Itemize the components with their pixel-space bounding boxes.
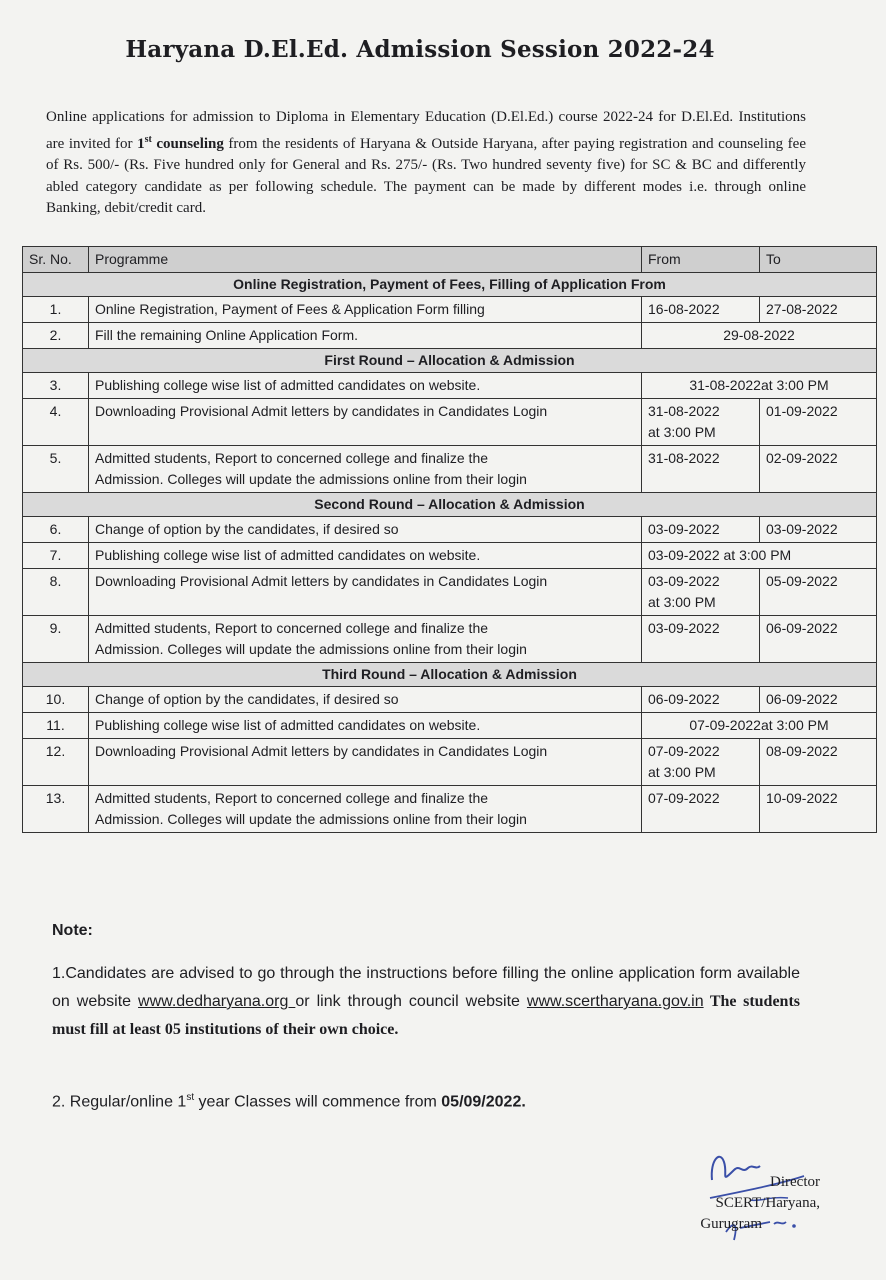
- page-title: Haryana D.El.Ed. Admission Session 2022-24: [125, 36, 715, 63]
- header-programme: Programme: [89, 247, 642, 273]
- section-row: Online Registration, Payment of Fees, Filling of Application From: [23, 273, 877, 297]
- table-row: 5. Admitted students, Report to concerned college and finalize the Admission. Colleges will update the admissions online from their login 31-08-2022 02-09-2022: [23, 446, 877, 493]
- table-row: 10. Change of option by the candidates, if desired so 06-09-2022 06-09-2022: [23, 687, 877, 713]
- signature-designation: Director: [770, 1174, 820, 1190]
- signature-block: [660, 1172, 820, 1235]
- header-from: From: [642, 247, 760, 273]
- table-header-row: [23, 247, 877, 273]
- header-sr: Sr. No.: [23, 247, 89, 273]
- section-row: First Round – Allocation & Admission: [23, 349, 877, 373]
- table-row: 4. Downloading Provisional Admit letters by candidates in Candidates Login 31-08-2022 at 3:00 PM 01-09-2022: [23, 399, 877, 446]
- table-row: 7. Publishing college wise list of admitted candidates on website. 03-09-2022 at 3:00 PM: [23, 543, 877, 569]
- header-to: To: [760, 247, 877, 273]
- table-row: 6. Change of option by the candidates, if desired so 03-09-2022 03-09-2022: [23, 517, 877, 543]
- table-row: 13. Admitted students, Report to concerned college and finalize the Admission. Colleges will update the admissions online from their login 07-09-2022 10-09-2022: [23, 786, 877, 833]
- intro-paragraph: [46, 107, 806, 220]
- section-row: Third Round – Allocation & Admission: [23, 663, 877, 687]
- intro-bold: 1st counseling: [137, 133, 224, 152]
- intro-text-1: Online applications for admission to Diploma in Elementary Education (D.El.Ed.) course 2022-24 for D.El.Ed. Institutions are invited for: [46, 109, 806, 152]
- table-row: 3. Publishing college wise list of admitted candidates on website. 31-08-2022at 3:00 PM: [23, 373, 877, 399]
- note-item-1: 1.Candidates are advised to go through the instructions before filling the online application form available on website www.dedharyana.org or link through council website www.scertharyana.gov.in The students must fill at least 05 institutions of their own choice.: [52, 965, 800, 1038]
- section-row: Second Round – Allocation & Admission: [23, 493, 877, 517]
- signature-office: SCERT/Haryana,: [715, 1195, 820, 1211]
- table-row: 12. Downloading Provisional Admit letters by candidates in Candidates Login 07-09-2022 at 3:00 PM 08-09-2022: [23, 739, 877, 786]
- intro-text-2: from the residents of Haryana & Outside Haryana, after paying registration and counseling fee of Rs. 500/- (Rs. Five hundred only for General and Rs. 275/- (Rs. Two hundred seventy five) for SC & BC and differently abled category candidate as per following schedule. The payment can be made by different modes i.e. through online Banking, debit/credit card.: [46, 135, 806, 216]
- table-row: 8. Downloading Provisional Admit letters by candidates in Candidates Login 03-09-2022 at 3:00 PM 05-09-2022: [23, 569, 877, 616]
- note-heading: Note:: [52, 922, 93, 939]
- table-row: 11. Publishing college wise list of admitted candidates on website. 07-09-2022at 3:00 PM: [23, 713, 877, 739]
- table-row: 2. Fill the remaining Online Application Form. 29-08-2022: [23, 323, 877, 349]
- table-row: 9. Admitted students, Report to concerned college and finalize the Admission. Colleges will update the admissions online from their login 03-09-2022 06-09-2022: [23, 616, 877, 663]
- link-dedharyana[interactable]: www.dedharyana.org: [138, 993, 296, 1010]
- table-row: 1. Online Registration, Payment of Fees & Application Form filling 16-08-2022 27-08-2022: [23, 297, 877, 323]
- schedule-table: [22, 246, 877, 833]
- link-scertharyana[interactable]: www.scertharyana.gov.in: [526, 993, 704, 1010]
- signature-location: Gurugram: [700, 1216, 762, 1232]
- note-item-2: 2. Regular/online 1st year Classes will commence from 05/09/2022.: [52, 1092, 526, 1111]
